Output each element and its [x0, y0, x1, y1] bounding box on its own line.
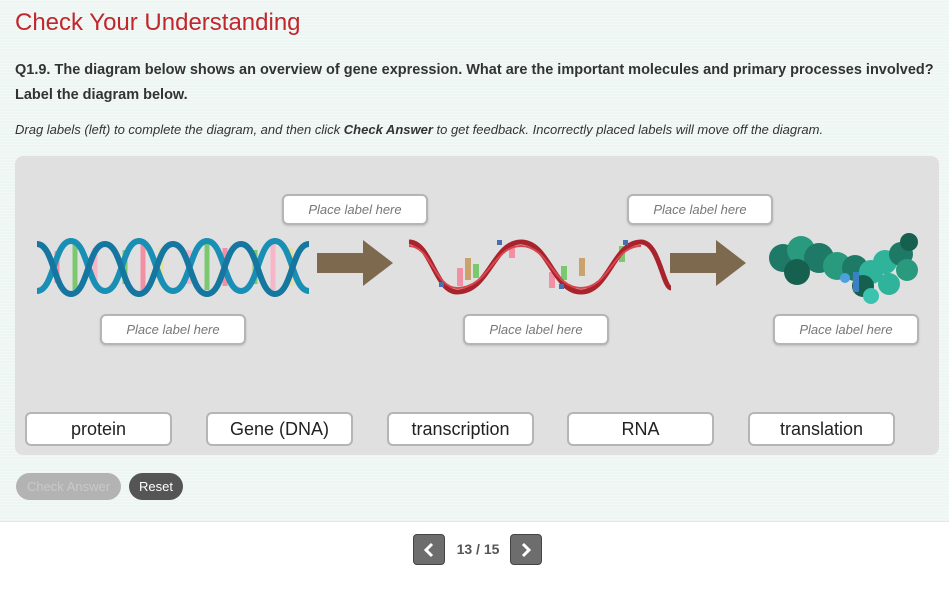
label-transcription[interactable]: transcription	[387, 412, 534, 446]
question-text: Q1.9. The diagram below shows an overview of gene expression. What are the important molecules and primary processes involved? Label the diagram below.	[15, 62, 934, 103]
dropzone-rna[interactable]: Place label here	[463, 314, 609, 345]
instructions-emphasis: Check Answer	[343, 122, 433, 137]
label-gene-dna[interactable]: Gene (DNA)	[206, 412, 353, 446]
label-protein[interactable]: protein	[25, 412, 172, 446]
chevron-left-icon	[422, 542, 436, 558]
dropzone-protein[interactable]: Place label here	[773, 314, 919, 345]
dropzone-translation[interactable]: Place label here	[627, 194, 773, 225]
page-title: Check Your Understanding	[15, 9, 301, 36]
dna-helix-image	[37, 236, 309, 298]
arrow-right-icon	[317, 240, 393, 286]
pagination-footer	[0, 521, 949, 604]
chevron-right-icon	[519, 542, 533, 558]
label-translation[interactable]: translation	[748, 412, 895, 446]
rna-strand-image	[409, 238, 671, 296]
reset-button[interactable]: Reset	[129, 473, 183, 500]
page-indicator: 13 / 15	[456, 541, 500, 557]
instructions-text	[15, 122, 945, 137]
instructions-part2: to get feedback. Incorrectly placed labels will move off the diagram.	[432, 122, 824, 137]
dropzone-transcription[interactable]: Place label here	[282, 194, 428, 225]
dropzone-gene[interactable]: Place label here	[100, 314, 246, 345]
instructions-part1: Drag labels (left) to complete the diagram, and then click	[15, 122, 344, 137]
check-answer-button[interactable]: Check Answer	[16, 473, 121, 500]
diagram-panel	[15, 156, 939, 455]
next-page-button[interactable]	[510, 534, 542, 565]
label-rna[interactable]: RNA	[567, 412, 714, 446]
arrow-right-icon	[670, 240, 746, 286]
previous-page-button[interactable]	[413, 534, 445, 565]
protein-image	[767, 232, 923, 308]
